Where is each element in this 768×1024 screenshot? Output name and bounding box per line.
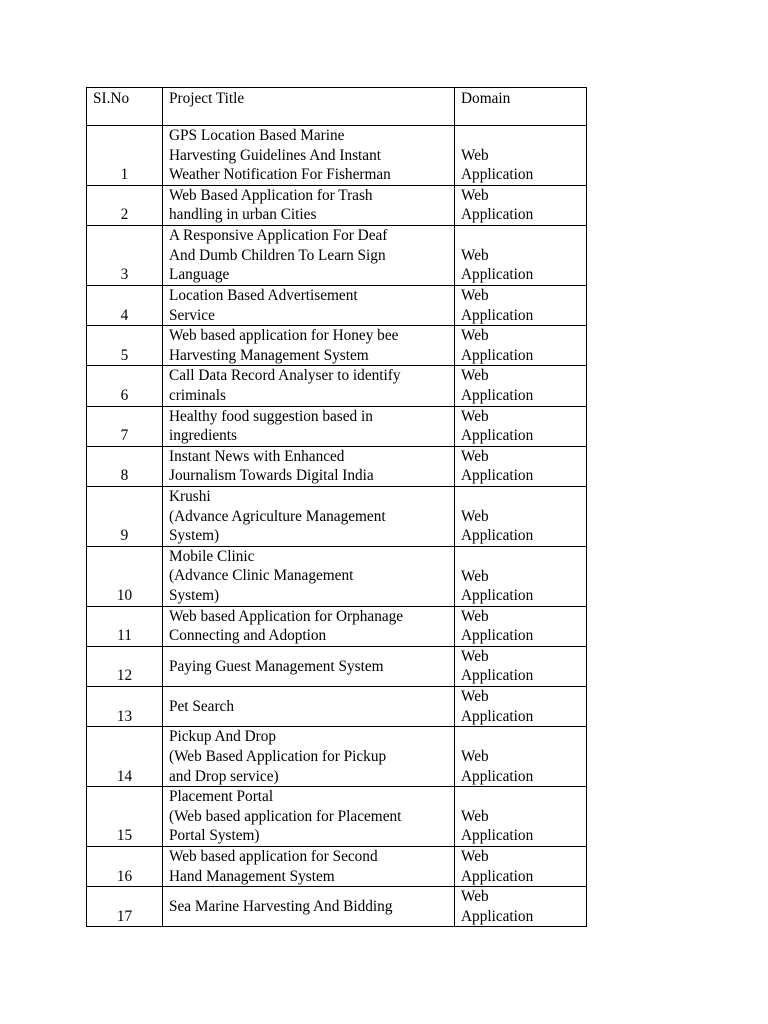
table-row (87, 126, 587, 186)
cell-serial-number: 6 (87, 366, 163, 406)
cell-domain: Web Application (455, 366, 587, 406)
cell-project-title: Mobile Clinic (Advance Clinic Management System) (163, 546, 455, 606)
cell-project-title: Sea Marine Harvesting And Bidding (163, 887, 455, 927)
cell-project-title: Placement Portal (Web based application for Placement Portal System) (163, 787, 455, 847)
cell-project-title: A Responsive Application For Deaf And Dumb Children To Learn Sign Language (163, 225, 455, 285)
table-row (87, 847, 587, 887)
cell-project-title: Pickup And Drop (Web Based Application for Pickup and Drop service) (163, 727, 455, 787)
cell-serial-number: 17 (87, 887, 163, 927)
table-row (87, 185, 587, 225)
cell-serial-number: 11 (87, 606, 163, 646)
cell-domain: Web Application (455, 126, 587, 186)
cell-serial-number: 12 (87, 646, 163, 686)
table-row (87, 887, 587, 927)
table-row (87, 787, 587, 847)
cell-serial-number: 15 (87, 787, 163, 847)
cell-domain: Web Application (455, 486, 587, 546)
cell-serial-number: 5 (87, 326, 163, 366)
cell-project-title: Krushi (Advance Agriculture Management System) (163, 486, 455, 546)
cell-serial-number: 4 (87, 285, 163, 325)
cell-serial-number: 1 (87, 126, 163, 186)
table-row (87, 646, 587, 686)
cell-domain: Web Application (455, 446, 587, 486)
table-row (87, 366, 587, 406)
table-header (87, 88, 587, 126)
cell-serial-number: 13 (87, 687, 163, 727)
cell-domain: Web Application (455, 727, 587, 787)
header-serial-number: SI.No (87, 88, 163, 126)
header-domain: Domain (455, 88, 587, 126)
cell-domain: Web Application (455, 546, 587, 606)
cell-domain: Web Application (455, 225, 587, 285)
cell-project-title: Web based application for Second Hand Management System (163, 847, 455, 887)
cell-serial-number: 7 (87, 406, 163, 446)
cell-domain: Web Application (455, 406, 587, 446)
cell-project-title: Web based Application for Orphanage Connecting and Adoption (163, 606, 455, 646)
cell-domain: Web Application (455, 326, 587, 366)
cell-project-title: Web based application for Honey bee Harvesting Management System (163, 326, 455, 366)
cell-serial-number: 16 (87, 847, 163, 887)
cell-project-title: Web Based Application for Trash handling in urban Cities (163, 185, 455, 225)
table-row (87, 225, 587, 285)
cell-project-title: Instant News with Enhanced Journalism Towards Digital India (163, 446, 455, 486)
table-row (87, 546, 587, 606)
table-row (87, 446, 587, 486)
cell-domain: Web Application (455, 185, 587, 225)
cell-serial-number: 8 (87, 446, 163, 486)
cell-serial-number: 3 (87, 225, 163, 285)
table-row (87, 687, 587, 727)
cell-domain: Web Application (455, 687, 587, 727)
table-row (87, 406, 587, 446)
table-row (87, 285, 587, 325)
cell-project-title: Healthy food suggestion based in ingredients (163, 406, 455, 446)
cell-domain: Web Application (455, 646, 587, 686)
cell-domain: Web Application (455, 887, 587, 927)
header-project-title: Project Title (163, 88, 455, 126)
table-row (87, 326, 587, 366)
cell-serial-number: 9 (87, 486, 163, 546)
table-row (87, 727, 587, 787)
cell-domain: Web Application (455, 285, 587, 325)
cell-domain: Web Application (455, 847, 587, 887)
header-row (87, 88, 587, 126)
table-body (87, 126, 587, 927)
cell-serial-number: 14 (87, 727, 163, 787)
cell-serial-number: 2 (87, 185, 163, 225)
cell-project-title: Location Based Advertisement Service (163, 285, 455, 325)
cell-domain: Web Application (455, 787, 587, 847)
project-table (86, 87, 587, 927)
table-row (87, 606, 587, 646)
cell-domain: Web Application (455, 606, 587, 646)
cell-project-title: GPS Location Based Marine Harvesting Guidelines And Instant Weather Notification For Fisherman (163, 126, 455, 186)
table-row (87, 486, 587, 546)
cell-serial-number: 10 (87, 546, 163, 606)
cell-project-title: Paying Guest Management System (163, 646, 455, 686)
cell-project-title: Pet Search (163, 687, 455, 727)
cell-project-title: Call Data Record Analyser to identify criminals (163, 366, 455, 406)
